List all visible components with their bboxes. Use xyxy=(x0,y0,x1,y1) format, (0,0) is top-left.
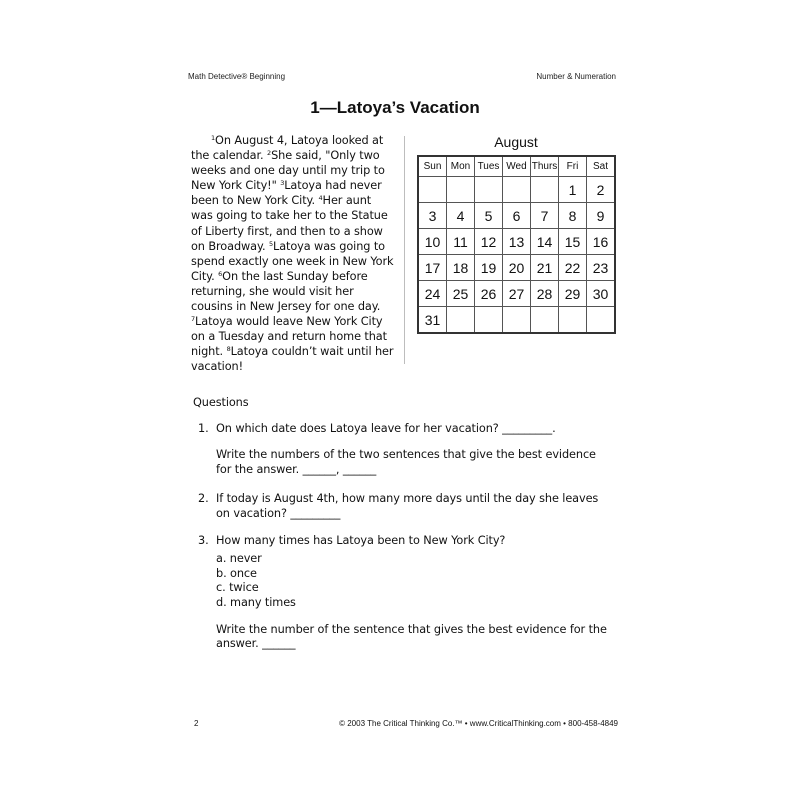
choice-a: a. never xyxy=(216,551,262,565)
evidence-prompt: Write the number of the sentence that gives the best evidence for the answer. ______ xyxy=(216,622,607,651)
choice-d: d. many times xyxy=(216,596,296,610)
calendar-day-cell: 15 xyxy=(559,229,587,255)
calendar-week-row xyxy=(418,203,615,229)
calendar-day-cell xyxy=(503,307,531,334)
calendar-day-cell xyxy=(475,177,503,203)
question-number: 3. xyxy=(198,534,209,548)
story-paragraph: $^1$On August 4, Latoya looked at the calendar. $^2$She said, "Only two weeks and one day until my trip to New York City!" $^3$Latoya had never been to New York City. $^4$Her aunt was going to take her to the Statue of Liberty first, and then to a show on Broadway. $^5$Latoya was going to spend exactly one week in New York City. $^6$On the last Sunday before returning, she would visit her cousins in New Jersey for one day. $^7$Latoya would leave New York City on a Tuesday and return home that night. $^8$Latoya couldn’t wait until her vacation! xyxy=(191,134,394,374)
calendar-week-row xyxy=(418,177,615,203)
calendar-day-cell: 28 xyxy=(531,281,559,307)
calendar-day-cell xyxy=(531,177,559,203)
page-number: 2 xyxy=(194,719,199,728)
calendar-day-cell: 3 xyxy=(418,203,447,229)
calendar-month: August xyxy=(494,134,538,150)
calendar-day-cell: 18 xyxy=(447,255,475,281)
calendar-day-cell: 10 xyxy=(418,229,447,255)
calendar-day-cell: 7 xyxy=(531,203,559,229)
choice-c: c. twice xyxy=(216,581,259,595)
calendar-day-cell xyxy=(559,307,587,334)
sentence-7: Latoya would leave New York City on a Tuesday and return home that night. xyxy=(191,315,387,359)
calendar-week-row xyxy=(418,255,615,281)
sentence-5: Latoya was going to spend exactly one week in New York City. xyxy=(191,239,394,283)
calendar-day-cell: 13 xyxy=(503,229,531,255)
calendar-day-cell xyxy=(587,307,616,334)
calendar-week-row xyxy=(418,229,615,255)
question-2 xyxy=(193,492,613,521)
calendar-week-row xyxy=(418,281,615,307)
series-header: Math Detective® Beginning xyxy=(188,72,286,81)
sentence-4: Her aunt was going to take her to the Statue of Liberty first, and then to a show on Broadway. xyxy=(191,194,388,253)
calendar-day-cell: 30 xyxy=(587,281,616,307)
calendar-weekday-row xyxy=(418,156,615,177)
topic-header: Number & Numeration xyxy=(536,72,616,81)
question-number: 1. xyxy=(198,421,209,435)
page-title: 1—Latoya’s Vacation xyxy=(310,98,480,117)
calendar-week-row xyxy=(418,307,615,334)
calendar-day-cell: 29 xyxy=(559,281,587,307)
weekday-wed: Wed xyxy=(503,156,531,177)
evidence-prompt: Write the numbers of the two sentences that give the best evidence for the answer. ______, ______ xyxy=(216,448,596,477)
calendar-day-cell: 22 xyxy=(559,255,587,281)
column-divider xyxy=(404,136,405,364)
calendar-day-cell xyxy=(531,307,559,334)
calendar-day-cell: 12 xyxy=(475,229,503,255)
calendar-day-cell xyxy=(475,307,503,334)
calendar-grid xyxy=(417,155,616,334)
weekday-thurs: Thurs xyxy=(531,156,559,177)
calendar-day-cell: 11 xyxy=(447,229,475,255)
calendar-day-cell: 8 xyxy=(559,203,587,229)
calendar-day-cell: 25 xyxy=(447,281,475,307)
calendar-day-cell: 21 xyxy=(531,255,559,281)
calendar-day-cell: 2 xyxy=(587,177,616,203)
calendar-day-cell: 27 xyxy=(503,281,531,307)
calendar-day-cell: 26 xyxy=(475,281,503,307)
choice-b: b. once xyxy=(216,566,257,580)
calendar-day-cell: 17 xyxy=(418,255,447,281)
calendar-day-cell: 24 xyxy=(418,281,447,307)
weekday-sun: Sun xyxy=(418,156,447,177)
weekday-mon: Mon xyxy=(447,156,475,177)
questions-section xyxy=(193,396,613,652)
question-number: 2. xyxy=(198,491,209,505)
calendar-day-cell: 16 xyxy=(587,229,616,255)
sentence-8: Latoya couldn’t wait until her vacation! xyxy=(191,345,394,374)
calendar-day-cell xyxy=(503,177,531,203)
calendar-day-cell: 19 xyxy=(475,255,503,281)
story-passage xyxy=(191,133,396,375)
question-text: On which date does Latoya leave for her vacation? _________. xyxy=(216,421,556,435)
calendar-day-cell: 5 xyxy=(475,203,503,229)
weekday-sat: Sat xyxy=(587,156,616,177)
question-3 xyxy=(193,534,613,652)
calendar-day-cell: 1 xyxy=(559,177,587,203)
answer-choices xyxy=(216,552,613,611)
weekday-tues: Tues xyxy=(475,156,503,177)
calendar-day-cell: 23 xyxy=(587,255,616,281)
sentence-6: On the last Sunday before returning, she would visit her cousins in New Jersey for one day. xyxy=(191,269,381,314)
calendar-day-cell: 4 xyxy=(447,203,475,229)
weekday-fri: Fri xyxy=(559,156,587,177)
question-text: How many times has Latoya been to New York City? xyxy=(216,534,506,548)
question-text: If today is August 4th, how many more days until the day she leaves on vacation? _________ xyxy=(216,491,599,520)
calendar-day-cell xyxy=(447,177,475,203)
sentence-2: She said, "Only two weeks and one day until my trip to New York City!" xyxy=(191,149,385,193)
sentence-3: Latoya had never been to New York City. xyxy=(191,179,382,208)
calendar-day-cell xyxy=(447,307,475,334)
question-1 xyxy=(193,422,613,478)
questions-heading: Questions xyxy=(193,396,249,409)
calendar-weeks xyxy=(418,177,615,334)
sentence-1: On August 4, Latoya looked at the calendar. xyxy=(191,134,384,163)
calendar-day-cell: 14 xyxy=(531,229,559,255)
calendar-day-cell: 20 xyxy=(503,255,531,281)
copyright-line: © 2003 The Critical Thinking Co.™ • www.CriticalThinking.com • 800-458-4849 xyxy=(339,719,618,728)
calendar-day-cell: 6 xyxy=(503,203,531,229)
calendar-day-cell: 9 xyxy=(587,203,616,229)
calendar-day-cell: 31 xyxy=(418,307,447,334)
calendar-day-cell xyxy=(418,177,447,203)
